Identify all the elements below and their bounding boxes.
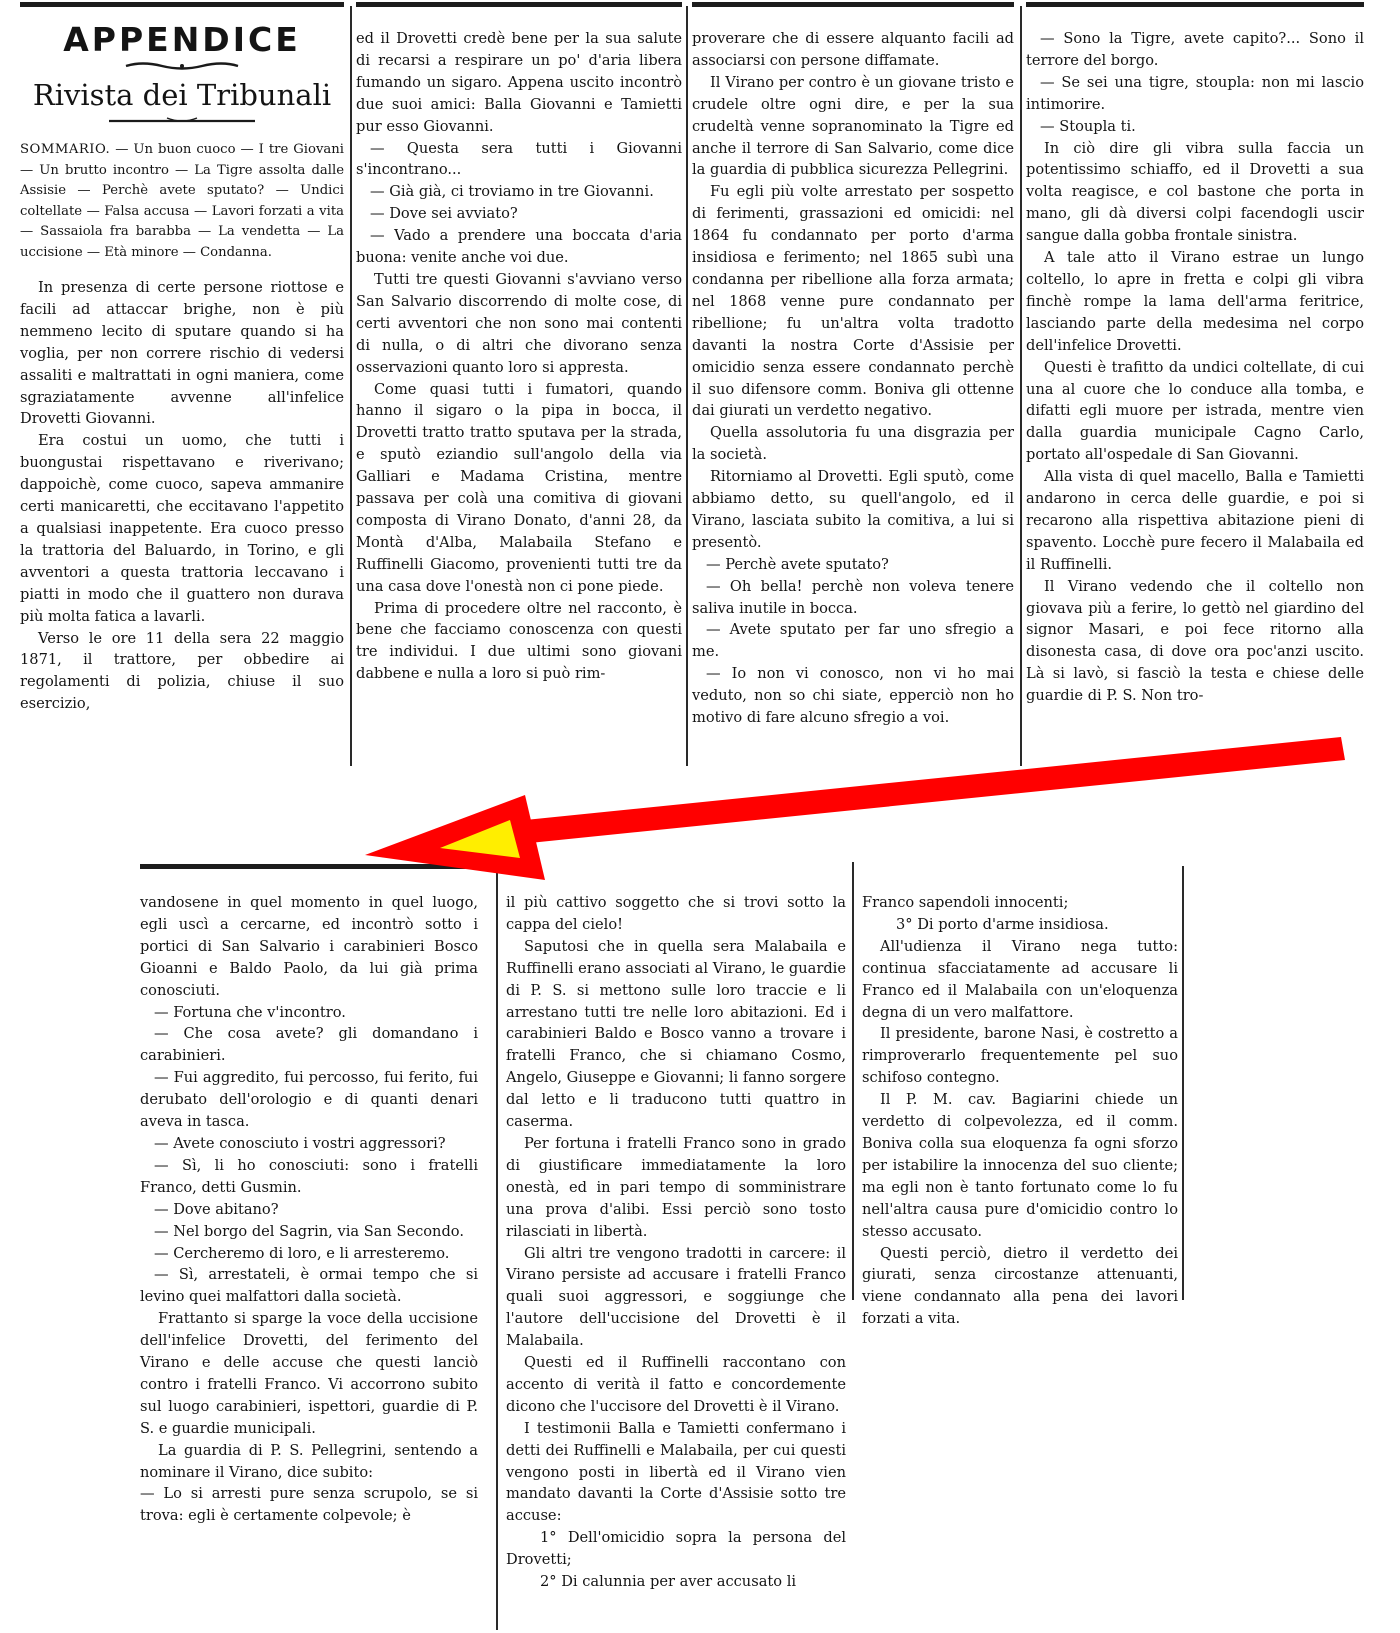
dialogue-line: — Perchè avete sputato? bbox=[706, 555, 889, 573]
dialogue-line: — Sì, arrestateli, è ormai tempo che si levino quei malfattori dalla società. bbox=[140, 1266, 478, 1306]
paragraph: Questi perciò, dietro il verdetto dei giurati, senza circostanze attenuanti, viene condannato alla pena dei lavori forzati a vita. bbox=[862, 1244, 1178, 1328]
sommario-text: — Un buon cuoco — I tre Giovani — Un brutto incontro — La Tigre assolta dalle Assisie — Perchè avete sputato? — Undici coltellate — Falsa accusa — Lavori forzati a vita — Sassaiola fra barabba — La vendetta — La uccisione — Età minore — Condanna. bbox=[20, 142, 344, 260]
dialogue-line: — Se sei una tigre, stoupla: non mi lascio intimorire. bbox=[1026, 73, 1364, 113]
paragraph: Quella assolutoria fu una disgrazia per la società. bbox=[692, 424, 1014, 464]
dialogue-line: — Oh bella! perchè non voleva tenere saliva inutile in bocca. bbox=[692, 577, 1014, 617]
paragraph: All'udienza il Virano nega tutto: continua sfacciatamente ad accusare li Franco ed il Malabaila con un'eloquenza degna di un vero malfattore. bbox=[862, 937, 1178, 1021]
paragraph: ed il Drovetti credè bene per la sua salute di recarsi a respirare un po' d'aria libera fumando un sigaro. Appena uscito incontrò due suoi amici: Balla Giovanni e Tamietti pur esso Giovanni. bbox=[356, 30, 682, 135]
dialogue-line: — Già già, ci troviamo in tre Giovanni. bbox=[370, 183, 654, 201]
dialogue-line: — Avete conosciuto i vostri aggressori? bbox=[154, 1134, 446, 1152]
paragraph: Alla vista di quel macello, Balla e Tamietti andarono in cerca delle guardie, e poi si recarono alla rispettiva abitazione pieni di spavento. Locchè pure fecero il Malabaila ed il Ruffinelli. bbox=[1026, 468, 1364, 573]
paragraph: Ritorniamo al Drovetti. Egli sputò, come abbiamo detto, su quell'angolo, ed il Virano, lasciata subito la comitiva, a lui si presentò. bbox=[692, 468, 1014, 551]
rivista-title: Rivista dei Tribunali bbox=[32, 78, 332, 112]
paragraph: In ciò dire gli vibra sulla faccia un potentissimo schiaffo, ed il Drovetti a sua volta reagisce, e col bastone che porta in mano, gli dà diversi colpi facendogli uscir sangue dalla gobba frontale sinistra. bbox=[1026, 139, 1364, 245]
paragraph: Prima di procedere oltre nel racconto, è bene che facciamo conoscenza con questi tre individui. I due ultimi sono giovani dabbene e nulla a loro si può rim- bbox=[356, 599, 682, 683]
dialogue-line: — Cercheremo di loro, e li arresteremo. bbox=[154, 1244, 450, 1262]
paragraph: vandosene in quel momento in quel luogo, egli uscì a cercarne, ed incontrò sotto i portici di San Salvario i carabinieri Bosco Gioanni e Baldo Paolo, da lui già prima conosciuti. bbox=[140, 894, 478, 999]
paragraph: Gli altri tre vengono tradotti in carcere: il Virano persiste ad accusare i fratelli Franco quali suoi aggressori, e soggiunge che l'autore dell'uccisione del Drovetti è il Malabaila. bbox=[506, 1244, 846, 1350]
dialogue-line: — Che cosa avete? gli domandano i carabinieri. bbox=[140, 1025, 478, 1065]
dialogue-line: — Io non vi conosco, non vi ho mai veduto, non so chi siate, epperciò non ho motivo di fare alcuno sfregio a voi. bbox=[692, 665, 1014, 727]
appendice-heading: APPENDICE bbox=[63, 20, 301, 59]
paragraph: Questi è trafitto da undici coltellate, di cui una al cuore che lo conduce alla tomba, e difatti egli muore per istrada, mentre vien dalla guardia municipale Cagno Carlo, portato all'ospedale di San Giovanni. bbox=[1026, 358, 1364, 464]
paragraph: Verso le ore 11 della sera 22 maggio 1871, il trattore, per obbedire ai regolamenti di polizia, chiuse il suo esercizio, bbox=[20, 629, 344, 713]
dialogue-line: — Stoupla ti. bbox=[1040, 117, 1136, 135]
dialogue-line: — Sì, li ho conosciuti: sono i fratelli Franco, detti Gusmin. bbox=[140, 1156, 478, 1196]
paragraph: Come quasi tutti i fumatori, quando hanno il sigaro o la pipa in bocca, il Drovetti tratto tratto sputava per la strada, e sputò eziandio sull'angolo della via Galliari e Madama Cristina, mentre passava per colà una comitiva di giovani composta di Virano Donato, d'anni 28, da Montà d'Alba, Malabaila Stefano e Ruffinelli Giacomo, provenienti tutti tre da una casa dove l'onestà non ci pone piede. bbox=[356, 380, 682, 595]
paragraph: Era costui un uomo, che tutti i buongustai rispettavano e riverivano; dappoichè, come cuoco, sapeva ammanire certi manicaretti, che eccitavano l'appetito a qualsiasi inappetente. Era cuoco presso la trattoria del Baluardo, in Torino, e gli avventori a questa trattoria leccavano i piatti in modo che il guattero non durava più molta fatica a lavarli. bbox=[20, 432, 344, 625]
paragraph: Saputosi che in quella sera Malabaila e Ruffinelli erano associati al Virano, le guardie di P. S. si mettono sulle loro traccie e li arrestano tutti tre nelle loro abitazioni. Ed i carabinieri Baldo e Bosco vanno a trovare i fratelli Franco, che si chiamano Cosmo, Angelo, Giuseppe e Giovanni; li fanno sorgere dal letto e li traducono tutti quattro in caserma. bbox=[506, 937, 846, 1131]
paragraph: Fu egli più volte arrestato per sospetto di ferimenti, grassazioni ed omicidi: nel 1864 fu condannato per porto d'arma insidiosa e ferimento; nel 1865 subì una condanna per ribellione alla forza armata; nel 1868 venne pure condannato per ribellione; fu un'altra volta tradotto davanti la nostra Corte d'Assisie per omicidio senza essere condannato perchè il suo difensore comm. Boniva gli ottenne dai giurati un verdetto negativo. bbox=[692, 183, 1014, 420]
dialogue-line: — Fui aggredito, fui percosso, fui ferito, fui derubato dell'orologio e di quanti denari aveva in tasca. bbox=[140, 1069, 478, 1131]
paragraph: A tale atto il Virano estrae un lungo coltello, lo apre in fretta e colpi gli vibra finchè rompe la lama dell'arma feritrice, lasciando parte della medesima nel corpo dell'infelice Drovetti. bbox=[1026, 249, 1364, 354]
paragraph: In presenza di certe persone riottose e facili ad attaccar brighe, non è più nemmeno lecito di sputare quando si ha voglia, per non correre rischio di vedersi assaliti e maltrattati in ogni maniera, come sgraziatamente avvenne all'infelice Drovetti Giovanni. bbox=[20, 279, 344, 428]
paragraph: Il presidente, barone Nasi, è costretto a rimproverarlo frequentemente pel suo schifoso contegno. bbox=[862, 1025, 1178, 1087]
paragraph: Frattanto si sparge la voce della uccisione dell'infelice Drovetti, del ferimento del Virano e delle accuse che questi lanciò contro i fratelli Franco. Vi accorrono subito sul luogo carabinieri, ispettori, guardie di P. S. e guardie municipali. bbox=[140, 1310, 478, 1437]
dialogue-line: — Avete sputato per far uno sfregio a me. bbox=[692, 621, 1014, 661]
arrow-head bbox=[365, 795, 545, 880]
paragraph: Per fortuna i fratelli Franco sono in grado di giustificare immediatamente la loro onestà, ed in pari tempo di somministrare una prova d'alibi. Essi perciò sono tosto rilasciati in libertà. bbox=[506, 1134, 846, 1240]
dialogue-line: — Lo si arresti pure senza scrupolo, se si trova: egli è certamente colpevole; è bbox=[140, 1485, 478, 1525]
dialogue-line: — Dove abitano? bbox=[154, 1200, 279, 1218]
paragraph: proverare che di essere alquanto facili ad associarsi con persone diffamate. bbox=[692, 30, 1014, 69]
dialogue-line: — Fortuna che v'incontro. bbox=[154, 1003, 346, 1021]
paragraph: Franco sapendoli innocenti; bbox=[862, 894, 1069, 911]
arrow-shaft bbox=[506, 737, 1345, 845]
dialogue-line: — Dove sei avviato? bbox=[370, 205, 518, 223]
paragraph: Il Virano per contro è un giovane tristo e crudele oltre ogni dire, e per la sua crudeltà venne sopranominato la Tigre ed anche il terrore di San Salvario, come dice la guardia di pubblica sicurezza Pellegrini. bbox=[692, 73, 1014, 179]
paragraph: Il Virano vedendo che il coltello non giovava più a ferire, lo gettò nel giardino del signor Masari, e poi fece ritorno alla disonesta casa, di dove ora poc'anzi uscito. Là si lavò, si fasciò la testa e chiese delle guardie di P. S. Non tro- bbox=[1026, 577, 1364, 705]
list-item: 1° Dell'omicidio sopra la persona del Drovetti; bbox=[506, 1529, 846, 1569]
dialogue-line: — Nel borgo del Sagrin, via San Secondo. bbox=[154, 1222, 464, 1240]
dialogue-line: — Questa sera tutti i Giovanni s'incontrano... bbox=[356, 139, 682, 179]
paragraph: I testimonii Balla e Tamietti confermano i detti dei Ruffinelli e Malabaila, per cui questi vengono posti in libertà ed il Virano vien mandato davanti la Corte d'Assisie sotto tre accuse: bbox=[506, 1419, 846, 1525]
list-item: 3° Di porto d'arme insidiosa. bbox=[896, 915, 1109, 933]
dialogue-line: — Sono la Tigre, avete capito?... Sono il terrore del borgo. bbox=[1026, 30, 1364, 69]
paragraph: Tutti tre questi Giovanni s'avviano verso San Salvario discorrendo di molte cose, di certi avventori che non sono mai contenti di nulla, o di altri che divorano senza osservazioni quanto loro si appresta. bbox=[356, 270, 682, 376]
paragraph: La guardia di P. S. Pellegrini, sentendo a nominare il Virano, dice subito: bbox=[140, 1441, 478, 1481]
paragraph: Questi ed il Ruffinelli raccontano con accento di verità il fatto e concordemente dicono che l'uccisore del Drovetti è il Virano. bbox=[506, 1354, 846, 1415]
list-item: 2° Di calunnia per aver accusato li bbox=[540, 1573, 797, 1591]
sommario-label: SOMMARIO. bbox=[20, 142, 111, 157]
dialogue-line: — Vado a prendere una boccata d'aria buona: venite anche voi due. bbox=[356, 227, 682, 267]
paragraph: il più cattivo soggetto che si trovi sotto la cappa del cielo! bbox=[506, 894, 846, 933]
paragraph: Il P. M. cav. Bagiarini chiede un verdetto di colpevolezza, ed il comm. Boniva colla sua eloquenza fa ogni sforzo per istabilire la innocenza del suo cliente; ma egli non è tanto fortunato come lo fu nell'altra causa pure d'omicidio contro lo stesso accusato. bbox=[862, 1091, 1178, 1240]
